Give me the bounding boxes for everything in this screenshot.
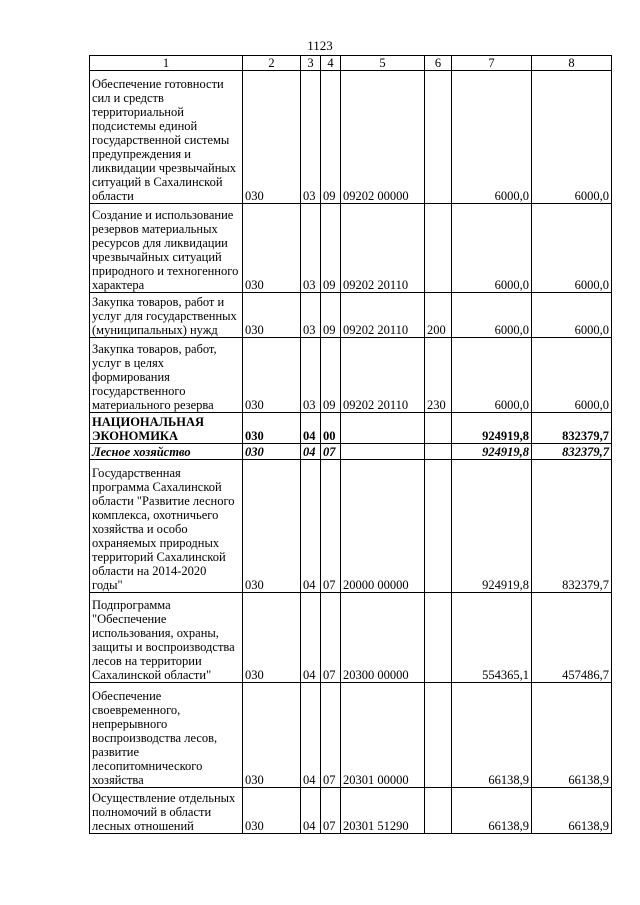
cell-c2: 030 [243, 413, 301, 444]
cell-c8: 832379,7 [532, 460, 612, 593]
cell-c8: 66138,9 [532, 683, 612, 788]
cell-c3: 03 [301, 293, 321, 338]
table-row [90, 788, 612, 834]
cell-c8: 832379,7 [532, 413, 612, 444]
page-number: 1123 [307, 38, 333, 53]
cell-c7: 6000,0 [452, 204, 532, 293]
table-header-row [90, 56, 612, 71]
cell-c7: 924919,8 [452, 413, 532, 444]
cell-c7: 924919,8 [452, 444, 532, 460]
cell-c2: 030 [243, 460, 301, 593]
table-row [90, 71, 612, 204]
cell-c8: 66138,9 [532, 788, 612, 834]
row-name: Осуществление отдельных полномочий в области лесных отношений [90, 788, 243, 834]
cell-c6 [425, 413, 452, 444]
cell-c5: 09202 20110 [341, 338, 425, 413]
row-name: Создание и использование резервов материальных ресурсов для ликвидации чрезвычайных ситуаций природного и техногенного характера [90, 204, 243, 293]
cell-c5: 20301 00000 [341, 683, 425, 788]
cell-c2: 030 [243, 788, 301, 834]
table-row [90, 338, 612, 413]
header-cell: 4 [321, 56, 341, 71]
cell-c7: 6000,0 [452, 293, 532, 338]
row-name: Закупка товаров, работ и услуг для государственных (муниципальных) нужд [90, 293, 243, 338]
cell-c3: 04 [301, 683, 321, 788]
row-name: Обеспечение готовности сил и средств территориальной подсистемы единой государственной системы предупреждения и ликвидации чрезвычайных ситуаций в Сахалинской области [90, 71, 243, 204]
table-row [90, 444, 612, 460]
header-cell: 2 [243, 56, 301, 71]
cell-c8: 6000,0 [532, 338, 612, 413]
cell-c3: 04 [301, 444, 321, 460]
table-row [90, 460, 612, 593]
cell-c6 [425, 460, 452, 593]
cell-c7: 66138,9 [452, 788, 532, 834]
cell-c5: 20300 00000 [341, 593, 425, 683]
cell-c6 [425, 71, 452, 204]
cell-c4: 09 [321, 71, 341, 204]
cell-c4: 07 [321, 788, 341, 834]
row-name: Лесное хозяйство [90, 444, 243, 460]
cell-c5: 09202 20110 [341, 204, 425, 293]
cell-c6 [425, 204, 452, 293]
header-cell: 5 [341, 56, 425, 71]
header-cell: 3 [301, 56, 321, 71]
table-row [90, 204, 612, 293]
cell-c8: 832379,7 [532, 444, 612, 460]
cell-c6 [425, 683, 452, 788]
table-row [90, 413, 612, 444]
row-name: Закупка товаров, работ, услуг в целях формирования государственного материального резерва [90, 338, 243, 413]
row-name: Подпрограмма "Обеспечение использования, охраны, защиты и воспроизводства лесов на территории Сахалинской области" [90, 593, 243, 683]
row-name: Обеспечение своевременного, непрерывного воспроизводства лесов, развитие лесопитомнического хозяйства [90, 683, 243, 788]
cell-c4: 09 [321, 204, 341, 293]
cell-c7: 66138,9 [452, 683, 532, 788]
cell-c5 [341, 413, 425, 444]
cell-c7: 924919,8 [452, 460, 532, 593]
cell-c5: 09202 20110 [341, 293, 425, 338]
cell-c2: 030 [243, 338, 301, 413]
cell-c4: 09 [321, 293, 341, 338]
cell-c2: 030 [243, 204, 301, 293]
cell-c8: 6000,0 [532, 204, 612, 293]
cell-c5: 20000 00000 [341, 460, 425, 593]
header-cell: 1 [90, 56, 243, 71]
cell-c3: 04 [301, 413, 321, 444]
table-row [90, 293, 612, 338]
cell-c4: 09 [321, 338, 341, 413]
cell-c6: 230 [425, 338, 452, 413]
cell-c2: 030 [243, 683, 301, 788]
cell-c7: 6000,0 [452, 71, 532, 204]
cell-c4: 00 [321, 413, 341, 444]
cell-c4: 07 [321, 593, 341, 683]
cell-c3: 04 [301, 593, 321, 683]
cell-c7: 554365,1 [452, 593, 532, 683]
cell-c6: 200 [425, 293, 452, 338]
row-name: НАЦИОНАЛЬНАЯ ЭКОНОМИКА [90, 413, 243, 444]
cell-c6 [425, 444, 452, 460]
cell-c4: 07 [321, 683, 341, 788]
cell-c8: 6000,0 [532, 293, 612, 338]
budget-table [89, 55, 612, 834]
cell-c3: 04 [301, 788, 321, 834]
table-row [90, 683, 612, 788]
cell-c6 [425, 593, 452, 683]
cell-c6 [425, 788, 452, 834]
header-cell: 8 [532, 56, 612, 71]
table-row [90, 593, 612, 683]
row-name: Государственная программа Сахалинской области "Развитие лесного комплекса, охотничьего хозяйства и особо охраняемых природных территорий Сахалинской области на 2014-2020 годы" [90, 460, 243, 593]
cell-c3: 03 [301, 204, 321, 293]
cell-c2: 030 [243, 444, 301, 460]
cell-c3: 04 [301, 460, 321, 593]
cell-c5: 09202 00000 [341, 71, 425, 204]
cell-c7: 6000,0 [452, 338, 532, 413]
header-cell: 6 [425, 56, 452, 71]
cell-c4: 07 [321, 460, 341, 593]
header-cell: 7 [452, 56, 532, 71]
cell-c8: 6000,0 [532, 71, 612, 204]
cell-c5 [341, 444, 425, 460]
cell-c8: 457486,7 [532, 593, 612, 683]
cell-c3: 03 [301, 71, 321, 204]
cell-c4: 07 [321, 444, 341, 460]
cell-c2: 030 [243, 71, 301, 204]
cell-c3: 03 [301, 338, 321, 413]
cell-c2: 030 [243, 293, 301, 338]
cell-c2: 030 [243, 593, 301, 683]
cell-c5: 20301 51290 [341, 788, 425, 834]
